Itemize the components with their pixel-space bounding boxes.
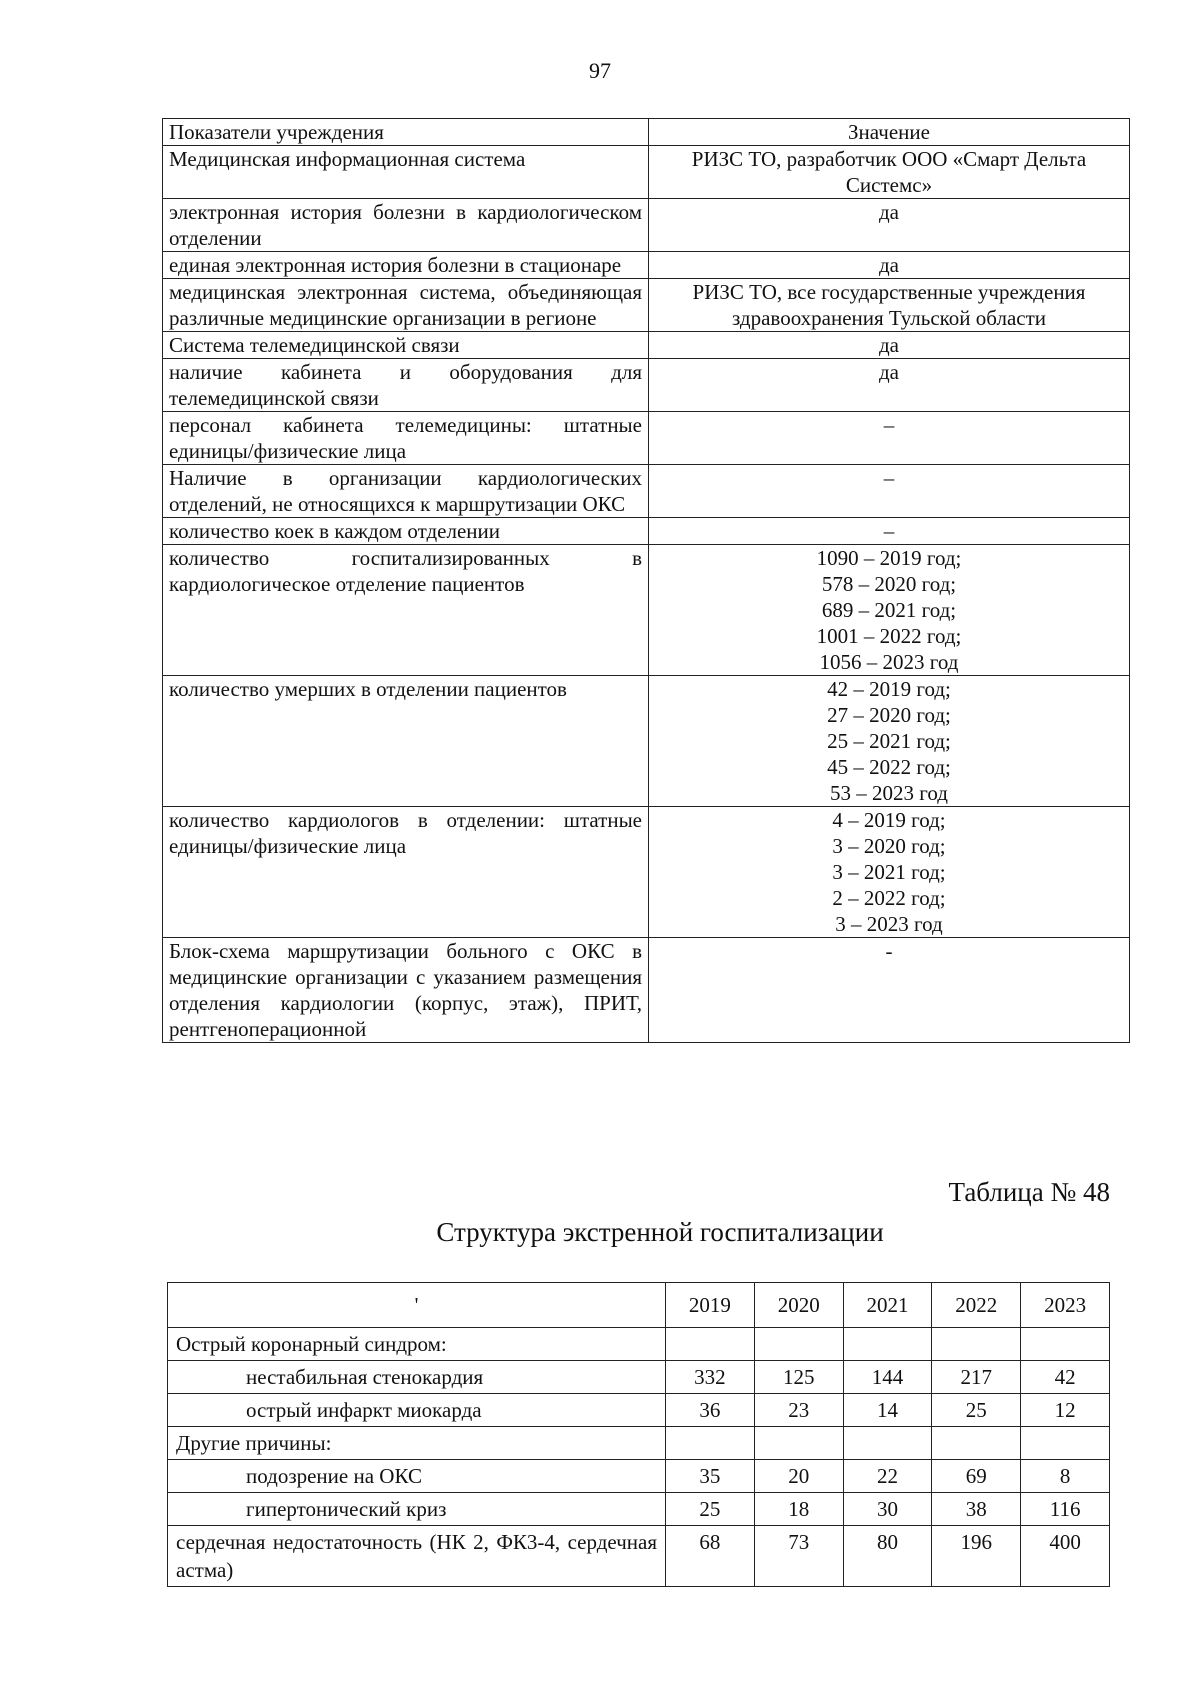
table-row [163, 199, 1130, 252]
row-label: нестабильная стенокардия [168, 1361, 666, 1394]
cell-value: 217 [932, 1361, 1021, 1394]
header-indicators: Показатели учреждения [163, 119, 649, 146]
row-label: количество умерших в отделении пациентов [163, 676, 649, 807]
table-row [163, 332, 1130, 359]
table-title: Структура экстренной госпитализации [436, 1217, 884, 1247]
table-row [168, 1526, 1110, 1587]
cell-value [932, 1328, 1021, 1361]
cell-value: 38 [932, 1493, 1021, 1526]
cell-value: 196 [932, 1526, 1021, 1587]
table-row [163, 412, 1130, 465]
table-row [163, 359, 1130, 412]
table-row [163, 146, 1130, 199]
cell-value [843, 1328, 932, 1361]
table-row [163, 938, 1130, 1043]
table-row [168, 1460, 1110, 1493]
cell-value: 18 [754, 1493, 843, 1526]
cell-value: 69 [932, 1460, 1021, 1493]
row-label: гипертонический криз [168, 1493, 666, 1526]
row-value: РИЗС ТО, все государственные учреждения здравоохранения Тульской области [649, 279, 1130, 332]
year-header: 2021 [843, 1283, 932, 1328]
cell-value [1021, 1427, 1110, 1460]
cell-value: 68 [666, 1526, 755, 1587]
row-label: сердечная недостаточность (НК 2, ФК3-4, сердечная астма) [168, 1526, 666, 1587]
emergency-hospitalization-table [167, 1282, 1110, 1587]
row-value: – [649, 518, 1130, 545]
table-header-row [168, 1283, 1110, 1328]
year-header: 2020 [754, 1283, 843, 1328]
table-row [163, 807, 1130, 938]
row-label: Система телемедицинской связи [163, 332, 649, 359]
table-row [163, 676, 1130, 807]
cell-value: 125 [754, 1361, 843, 1394]
row-label: единая электронная история болезни в стационаре [163, 252, 649, 279]
row-value-multiline: 1090 – 2019 год; 578 – 2020 год; 689 – 2021 год; 1001 – 2022 год; 1056 – 2023 год [649, 545, 1130, 676]
cell-value: 30 [843, 1493, 932, 1526]
row-value: да [649, 359, 1130, 412]
row-value: да [649, 199, 1130, 252]
row-value: да [649, 332, 1130, 359]
row-label: количество кардиологов в отделении: штатные единицы/физические лица [163, 807, 649, 938]
cell-value: 22 [843, 1460, 932, 1493]
cell-value: 20 [754, 1460, 843, 1493]
cell-value: 12 [1021, 1394, 1110, 1427]
year-header: 2023 [1021, 1283, 1110, 1328]
cell-value: 23 [754, 1394, 843, 1427]
institution-indicators-table [162, 118, 1130, 1043]
row-value: – [649, 465, 1130, 518]
row-value: РИЗС ТО, разработчик ООО «Смарт Дельта Системс» [649, 146, 1130, 199]
cell-value: 42 [1021, 1361, 1110, 1394]
table-number: Таблица № 48 [948, 1177, 1110, 1207]
row-value: да [649, 252, 1130, 279]
cell-value: 35 [666, 1460, 755, 1493]
cell-value [754, 1328, 843, 1361]
cell-value: 80 [843, 1526, 932, 1587]
year-header: 2019 [666, 1283, 755, 1328]
table-row [163, 279, 1130, 332]
row-label: количество коек в каждом отделении [163, 518, 649, 545]
row-label: наличие кабинета и оборудования для телемедицинской связи [163, 359, 649, 412]
table-row [168, 1493, 1110, 1526]
table-row [168, 1427, 1110, 1460]
year-header: 2022 [932, 1283, 1021, 1328]
table-header-row [163, 119, 1130, 146]
row-label: Наличие в организации кардиологических отделений, не относящихся к маршрутизации ОКС [163, 465, 649, 518]
table-row [163, 252, 1130, 279]
table-row [168, 1394, 1110, 1427]
table-row [168, 1361, 1110, 1394]
row-value-multiline: 4 – 2019 год; 3 – 2020 год; 3 – 2021 год; 2 – 2022 год; 3 – 2023 год [649, 807, 1130, 938]
row-label: острый инфаркт миокарда [168, 1394, 666, 1427]
group-label: Острый коронарный синдром: [168, 1328, 666, 1361]
cell-value [843, 1427, 932, 1460]
cell-value [666, 1328, 755, 1361]
cell-value: 332 [666, 1361, 755, 1394]
cell-value [754, 1427, 843, 1460]
cell-value: 14 [843, 1394, 932, 1427]
cell-value: 8 [1021, 1460, 1110, 1493]
cell-value: 144 [843, 1361, 932, 1394]
row-value: – [649, 412, 1130, 465]
cell-value: 400 [1021, 1526, 1110, 1587]
row-label: количество госпитализированных в кардиологическое отделение пациентов [163, 545, 649, 676]
cell-value: 36 [666, 1394, 755, 1427]
row-label: Медицинская информационная система [163, 146, 649, 199]
header-value: Значение [649, 119, 1130, 146]
row-label: персонал кабинета телемедицины: штатные единицы/физические лица [163, 412, 649, 465]
table-row [163, 545, 1130, 676]
table-row [168, 1328, 1110, 1361]
page-number: 97 [589, 58, 611, 83]
row-label: подозрение на ОКС [168, 1460, 666, 1493]
cell-value: 25 [932, 1394, 1021, 1427]
corner-cell: ' [168, 1283, 666, 1328]
cell-value: 25 [666, 1493, 755, 1526]
table-row [163, 465, 1130, 518]
cell-value [666, 1427, 755, 1460]
cell-value [1021, 1328, 1110, 1361]
row-label: медицинская электронная система, объединяющая различные медицинские организации в регионе [163, 279, 649, 332]
row-label: Блок-схема маршрутизации больного с ОКС в медицинские организации с указанием размещения отделения кардиологии (корпус, этаж), ПРИТ, рентгеноперационной [163, 938, 649, 1043]
cell-value: 116 [1021, 1493, 1110, 1526]
row-value-multiline: 42 – 2019 год; 27 – 2020 год; 25 – 2021 год; 45 – 2022 год; 53 – 2023 год [649, 676, 1130, 807]
table-row [163, 518, 1130, 545]
row-label: электронная история болезни в кардиологическом отделении [163, 199, 649, 252]
group-label: Другие причины: [168, 1427, 666, 1460]
cell-value [932, 1427, 1021, 1460]
row-value: - [649, 938, 1130, 1043]
cell-value: 73 [754, 1526, 843, 1587]
